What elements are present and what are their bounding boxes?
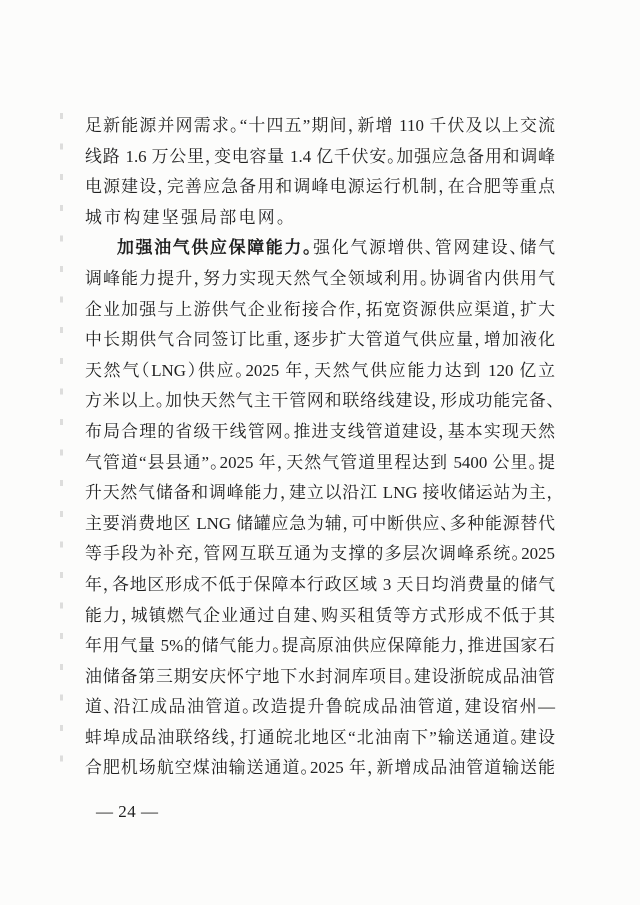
page-number: — 24 —: [96, 802, 159, 821]
paragraph-lead-heading: 加强油气供应保障能力。: [117, 238, 314, 258]
text-line: 方米以上。加快天然气主干管网和联络线建设，形成功能完备、: [85, 391, 555, 411]
text-line: 升天然气储备和调峰能力，建立以沿江 LNG 接收储运站为主，: [85, 483, 555, 503]
paragraph-lead-line: [85, 233, 555, 264]
scan-artifact-strip: [60, 113, 63, 785]
text-line: 年用气量 5%的储气能力。提高原油供应保障能力，推进国家石: [85, 636, 555, 656]
text-line: 线路 1.6 万公里，变电容量 1.4 亿千伏安。加强应急备用和调峰: [85, 146, 555, 166]
text-line: 中长期供气合同签订比重，逐步扩大管道气供应量，增加液化: [85, 330, 555, 350]
text-line: 等手段为补充，管网互联互通为支撑的多层次调峰系统。2025: [85, 544, 555, 564]
document-body: [85, 111, 555, 784]
text-line: 油储备第三期安庆怀宁地下水封洞库项目。建设浙皖成品油管: [85, 666, 555, 686]
text-line: 布局合理的省级干线管网。推进支线管道建设，基本实现天然: [85, 421, 555, 441]
text-line: 城市构建坚强局部电网。: [85, 207, 288, 227]
text-line: 道、沿江成品油管道。改造提升鲁皖成品油管道，建设宿州—: [85, 697, 555, 717]
text-line: 年，各地区形成不低于保障本行政区域 3 天日均消费量的储气: [85, 574, 555, 594]
text-line: 合肥机场航空煤油输送通道。2025 年，新增成品油管道输送能: [85, 758, 555, 778]
text-line: 主要消费地区 LNG 储罐应急为辅，可中断供应、多种能源替代: [85, 513, 555, 533]
text-line: 能力，城镇燃气企业通过自建、购买租赁等方式形成不低于其: [85, 605, 555, 625]
page-footer: [96, 802, 159, 822]
text-line: 天然气（LNG）供应。2025 年，天然气供应能力达到 120 亿立: [85, 360, 555, 380]
paragraph-body-lines: [85, 264, 555, 784]
paragraph-oil-gas-supply: [85, 233, 555, 784]
text-line: 电源建设，完善应急备用和调峰电源运行机制，在合肥等重点: [85, 177, 555, 197]
text-line: 蚌埠成品油联络线，打通皖北地区“北油南下”输送通道。建设: [85, 727, 555, 747]
paragraph-lead-rest: 强化气源增供、管网建设、储气: [313, 238, 555, 258]
text-line: 气管道“县县通”。2025 年，天然气管道里程达到 5400 公里。提: [85, 452, 555, 472]
text-line: 调峰能力提升，努力实现天然气全领域利用。协调省内供用气: [85, 268, 555, 288]
text-line: 足新能源并网需求。“十四五”期间，新增 110 千伏及以上交流: [85, 116, 555, 135]
text-line: 企业加强与上游供气企业衔接合作，拓宽资源供应渠道，扩大: [85, 299, 555, 319]
paragraph-power-grid-continuation: [85, 111, 555, 233]
